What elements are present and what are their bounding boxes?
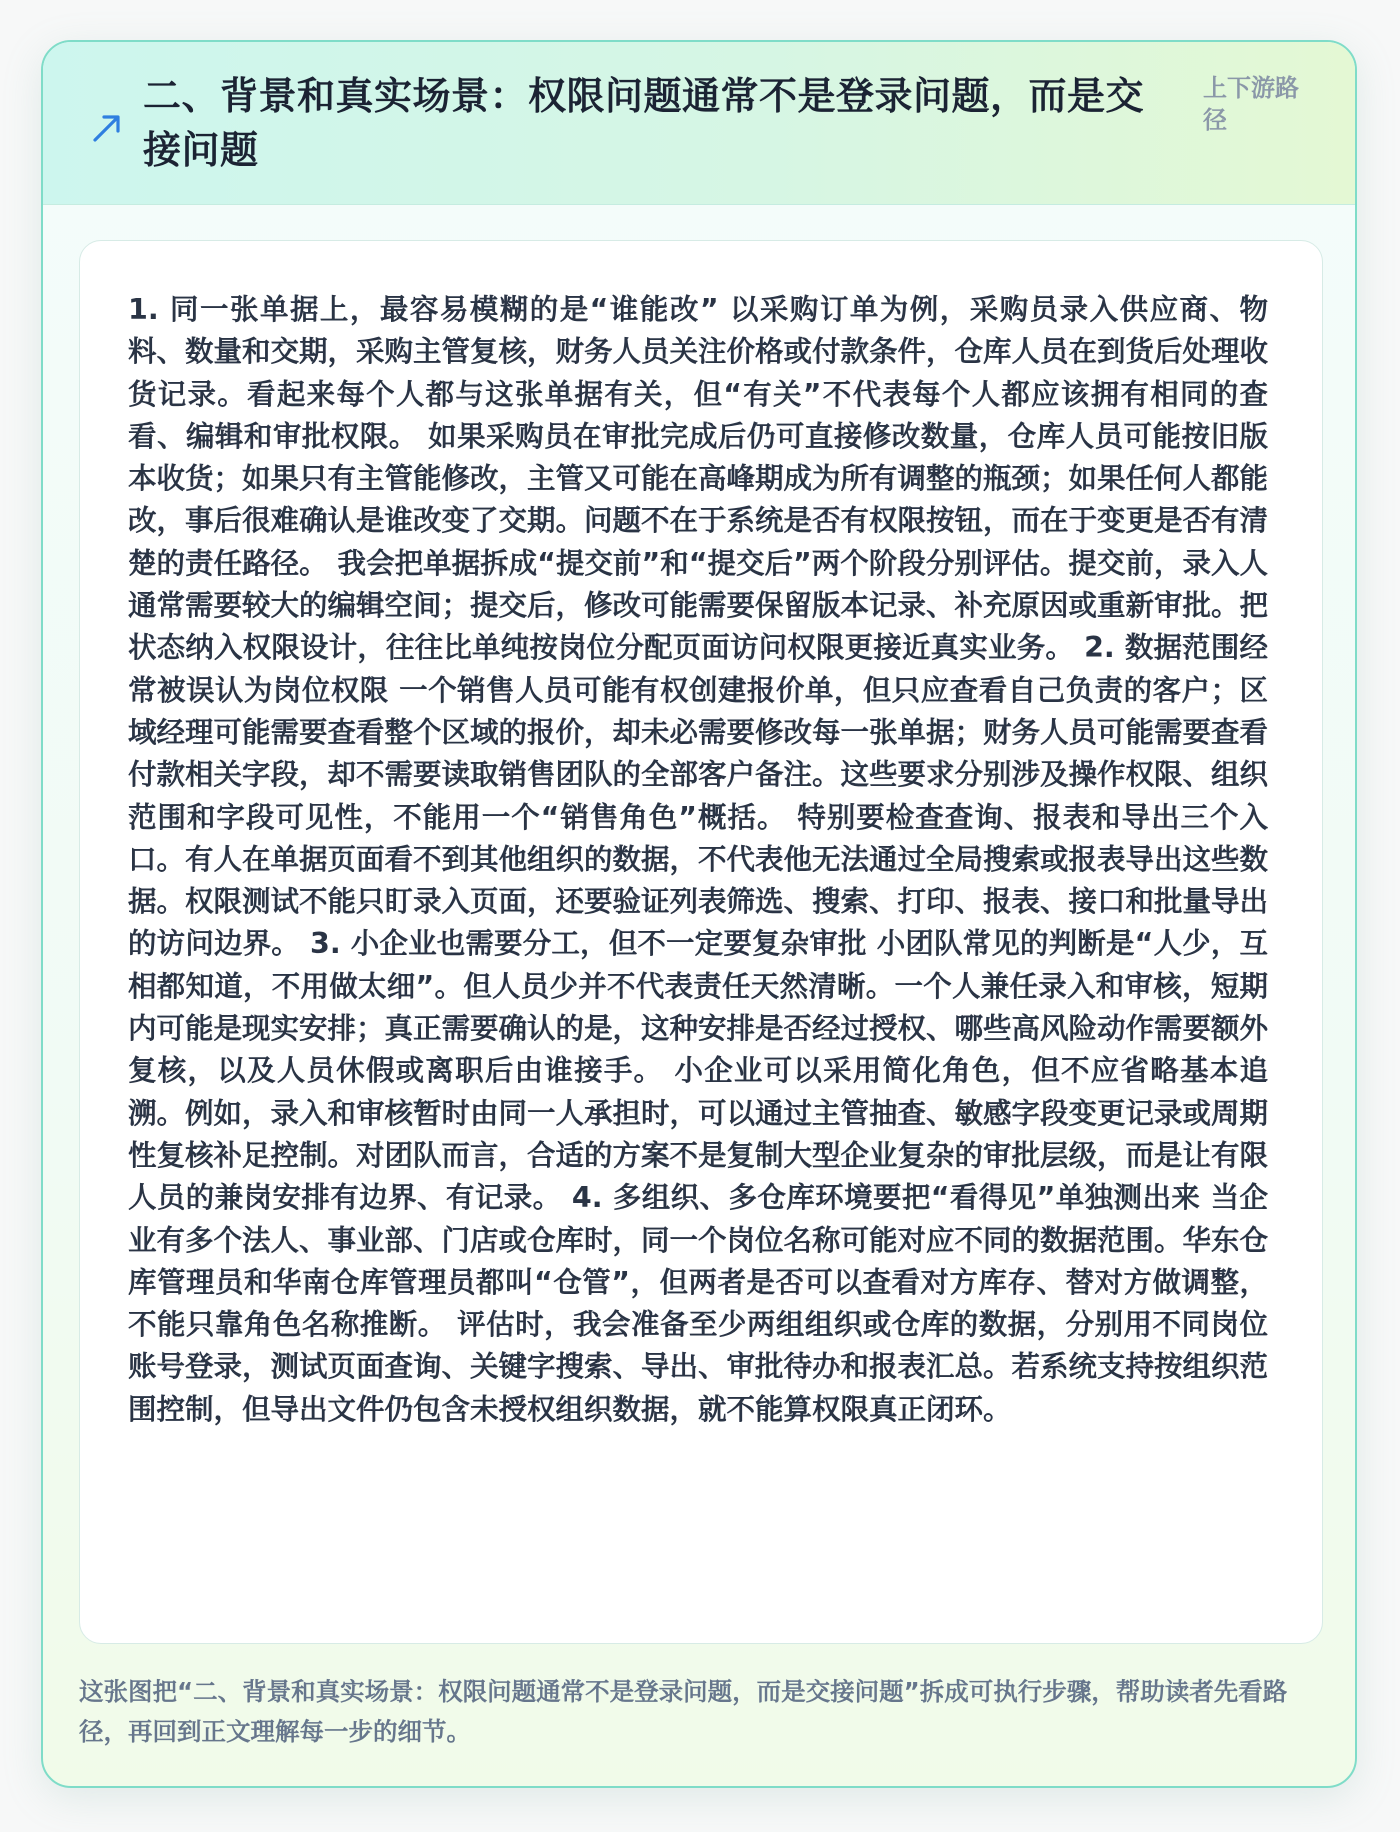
article-card (41, 40, 1357, 1788)
page-title: 二、背景和真实场景：权限问题通常不是登录问题，而是交接问题 (143, 74, 1145, 172)
category-tag: 上下游路径 (1203, 74, 1299, 134)
card-header (43, 42, 1355, 205)
body-text: 1. 同一张单据上，最容易模糊的是“谁能改” 以采购订单为例，采购员录入供应商、物料、数量和交期，采购主管复核，财务人员关注价格或付款条件，仓库人员在到货后处理收货记录。看起来每个人都与这张单据有关，但“有关”不代表每个人都应该拥有相同的查看、编辑和审批权限。 如果采购员在审批完成后仍可直接修改数量，仓库人员可能按旧版本收货；如果只有主管能修改，主管又可能在高峰期成为所有调整的瓶颈；如果任何人都能改，事后很难确认是谁改变了交期。问题不在于系统是否有权限按钮，而在于变更是否有清楚的责任路径。 我会把单据拆成“提交前”和“提交后”两个阶段分别评估。提交前，录入人通常需要较大的编辑空间；提交后，修改可能需要保留版本记录、补充原因或重新审批。把状态纳入权限设计，往往比单纯按岗位分配页面访问权限更接近真实业务。 2. 数据范围经常被误认为岗位权限 一个销售人员可能有权创建报价单，但只应查看自己负责的客户；区域经理可能需要查看整个区域的报价，却未必需要修改每一张单据；财务人员可能需要查看付款相关字段，却不需要读取销售团队的全部客户备注。这些要求分别涉及操作权限、组织范围和字段可见性，不能用一个“销售角色”概括。 特别要检查查询、报表和导出三个入口。有人在单据页面看不到其他组织的数据，不代表他无法通过全局搜索或报表导出这些数据。权限测试不能只盯录入页面，还要验证列表筛选、搜索、打印、报表、接口和批量导出的访问边界。 3. 小企业也需要分工，但不一定要复杂审批 小团队常见的判断是“人少，互相都知道，不用做太细”。但人员少并不代表责任天然清晰。一个人兼任录入和审核，短期内可能是现实安排；真正需要确认的是，这种安排是否经过授权、哪些高风险动作需要额外复核，以及人员休假或离职后由谁接手。 小企业可以采用简化角色，但不应省略基本追溯。例如，录入和审核暂时由同一人承担时，可以通过主管抽查、敏感字段变更记录或周期性复核补足控制。对团队而言，合适的方案不是复制大型企业复杂的审批层级，而是让有限人员的兼岗安排有边界、有记录。 4. 多组织、多仓库环境要把“看得见”单独测出来 当企业有多个法人、事业部、门店或仓库时，同一个岗位名称可能对应不同的数据范围。华东仓库管理员和华南仓库管理员都叫“仓管”，但两者是否可以查看对方库存、替对方做调整，不能只靠角色名称推断。 评估时，我会准备至少两组组织或仓库的数据，分别用不同岗位账号登录，测试页面查询、关键字搜索、导出、审批待办和报表汇总。若系统支持按组织范围控制，但导出文件仍包含未授权组织数据，就不能算权限真正闭环。 (128, 293, 1269, 1426)
arrow-up-right-icon (87, 107, 127, 147)
figure-caption: 这张图把“二、背景和真实场景：权限问题通常不是登录问题，而是交接问题”拆成可执行步骤，帮助读者先看路径，再回到正文理解每一步的细节。 (79, 1677, 1288, 1746)
content-panel (79, 240, 1323, 1644)
